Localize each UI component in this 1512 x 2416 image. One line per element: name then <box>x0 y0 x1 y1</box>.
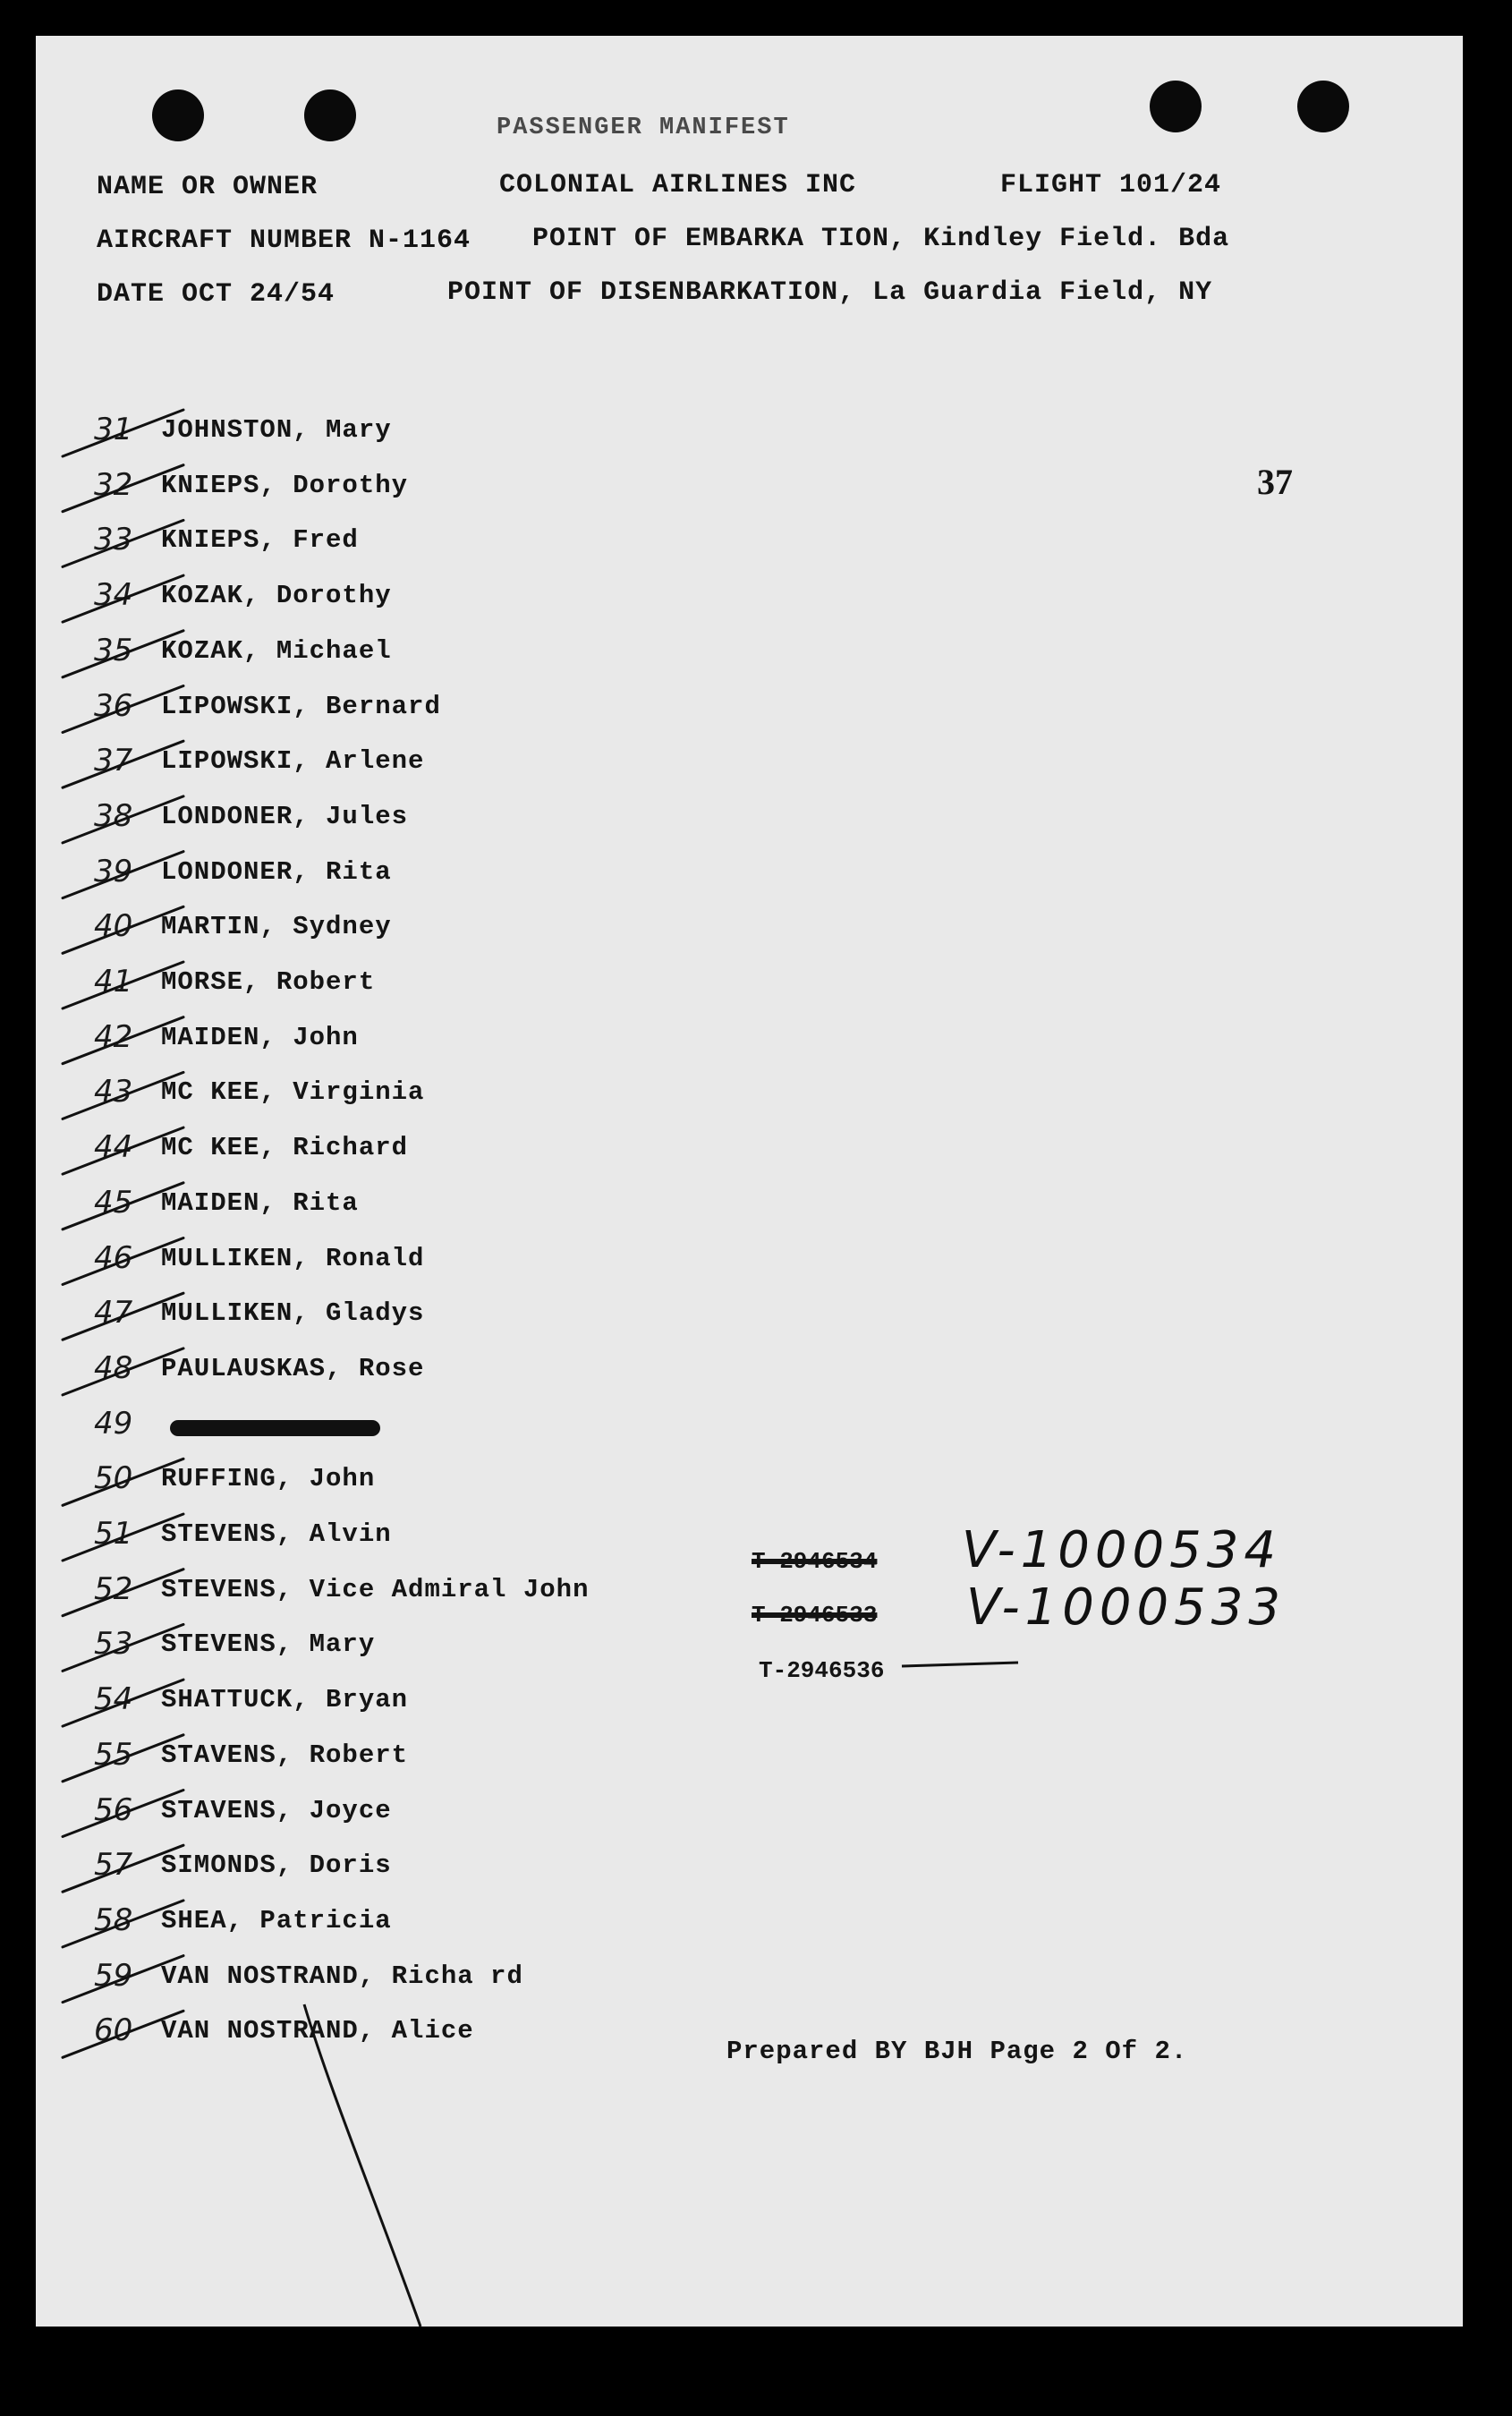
passenger-name: LONDONER, Rita <box>161 856 392 887</box>
passenger-name: PAULAUSKAS, Rose <box>161 1353 425 1383</box>
passenger-name: LIPOWSKI, Arlene <box>161 746 425 777</box>
passenger-name: STEVENS, Alvin <box>161 1519 392 1549</box>
check-mark <box>63 1901 183 1947</box>
passenger-number: 55 <box>94 1736 133 1773</box>
embarkation: POINT OF EMBARKA TION, Kindley Field. Bda <box>532 224 1230 254</box>
passenger-name: MORSE, Robert <box>161 967 376 997</box>
manifest-page <box>36 36 1463 2327</box>
handwritten-ticket-number: V-1000533 <box>966 1578 1287 1637</box>
passenger-name: SHEA, Patricia <box>161 1905 392 1935</box>
passenger-number: 32 <box>94 466 133 503</box>
passenger-number: 48 <box>94 1349 133 1386</box>
passenger-name: MC KEE, Virginia <box>161 1077 425 1108</box>
passenger-name: KOZAK, Dorothy <box>161 581 392 611</box>
check-mark <box>63 1238 183 1285</box>
passenger-name: LIPOWSKI, Bernard <box>161 691 441 721</box>
aircraft-label: AIRCRAFT NUMBER <box>97 225 353 256</box>
passenger-number: 56 <box>94 1791 133 1828</box>
manifest-date: DATE OCT 24/54 <box>97 279 336 310</box>
passenger-number: 49 <box>94 1405 133 1442</box>
passenger-name: VAN NOSTRAND, Alice <box>161 2016 474 2046</box>
passenger-number: 60 <box>94 2012 133 2049</box>
flight-number: FLIGHT 101/24 <box>1000 170 1222 200</box>
check-mark <box>63 1570 183 1616</box>
check-mark <box>63 410 183 456</box>
check-mark <box>63 631 183 677</box>
passenger-number: 58 <box>94 1901 133 1938</box>
check-mark <box>63 465 183 512</box>
pen-stroke <box>902 1663 1018 1666</box>
check-mark <box>63 962 183 1008</box>
check-mark <box>63 575 183 622</box>
pen-stroke <box>304 2004 420 2327</box>
check-mark <box>63 852 183 898</box>
check-mark <box>63 741 183 787</box>
check-mark <box>63 1348 183 1395</box>
ticket-number: T-2946536 <box>759 1657 885 1684</box>
check-mark <box>63 1127 183 1174</box>
check-mark <box>63 2011 183 2057</box>
passenger-name: KNIEPS, Fred <box>161 525 359 556</box>
page-number: 37 <box>1257 462 1293 502</box>
check-mark <box>63 1514 183 1561</box>
passenger-name: MAIDEN, John <box>161 1022 359 1052</box>
passenger-number: 45 <box>94 1184 133 1221</box>
passenger-name: MC KEE, Richard <box>161 1133 409 1163</box>
passenger-name: STEVENS, Vice Admiral John <box>161 1574 590 1604</box>
check-mark <box>63 520 183 566</box>
passenger-name: KNIEPS, Dorothy <box>161 470 409 500</box>
passenger-number: 40 <box>94 908 133 945</box>
passenger-name: SIMONDS, Doris <box>161 1850 392 1881</box>
check-mark <box>63 1183 183 1229</box>
owner-value: COLONIAL AIRLINES INC <box>499 170 857 200</box>
passenger-name: VAN NOSTRAND, Richa rd <box>161 1961 523 1991</box>
check-mark <box>63 1956 183 2003</box>
prepared-by-footer: Prepared BY BJH Page 2 Of 2. <box>726 2037 1188 2066</box>
check-mark <box>63 1017 183 1064</box>
passenger-number: 33 <box>94 522 133 558</box>
passenger-number: 37 <box>94 743 133 779</box>
passenger-number: 59 <box>94 1957 133 1994</box>
passenger-number: 46 <box>94 1239 133 1276</box>
passenger-number: 36 <box>94 687 133 724</box>
passenger-number: 52 <box>94 1570 133 1607</box>
struck-ticket-number: T-2946534 <box>752 1548 878 1575</box>
document-title: PASSENGER MANIFEST <box>497 115 790 141</box>
check-mark <box>63 1072 183 1119</box>
check-mark <box>63 1624 183 1671</box>
passenger-name: MULLIKEN, Gladys <box>161 1298 425 1329</box>
passenger-name: KOZAK, Michael <box>161 635 392 666</box>
check-mark <box>63 1459 183 1505</box>
passenger-number: 54 <box>94 1681 133 1718</box>
aircraft-value: N-1164 <box>369 225 471 256</box>
passenger-number: 38 <box>94 797 133 834</box>
passenger-number: 31 <box>94 412 133 447</box>
passenger-number: 41 <box>94 964 133 1000</box>
owner-label: NAME OR OWNER <box>97 172 319 202</box>
passenger-name: RUFFING, John <box>161 1464 376 1494</box>
passenger-name: SHATTUCK, Bryan <box>161 1685 409 1715</box>
handwritten-ticket-number: V-1000534 <box>962 1521 1282 1579</box>
passenger-name: STAVENS, Robert <box>161 1740 409 1770</box>
check-mark <box>63 1735 183 1782</box>
check-mark <box>63 1845 183 1892</box>
passenger-name: JOHNSTON, Mary <box>161 415 392 445</box>
passenger-number: 57 <box>94 1847 133 1884</box>
passenger-name: STAVENS, Joyce <box>161 1795 392 1825</box>
passenger-name: MAIDEN, Rita <box>161 1187 359 1218</box>
passenger-number: 50 <box>94 1460 133 1497</box>
check-mark <box>63 906 183 953</box>
check-mark <box>63 796 183 843</box>
passenger-number: 44 <box>94 1129 133 1166</box>
passenger-name: MARTIN, Sydney <box>161 912 392 942</box>
disembarkation: POINT OF DISENBARKATION, La Guardia Field, NY <box>447 277 1213 308</box>
handwritten-marks <box>36 36 1463 2327</box>
passenger-number: 47 <box>94 1295 133 1331</box>
struck-ticket-number: T-2946533 <box>752 1602 878 1629</box>
passenger-number: 43 <box>94 1074 133 1110</box>
passenger-name: STEVENS, Mary <box>161 1629 376 1660</box>
passenger-name: MULLIKEN, Ronald <box>161 1243 425 1273</box>
check-mark <box>63 686 183 733</box>
passenger-number: 35 <box>94 632 133 668</box>
passenger-number: 39 <box>94 853 133 889</box>
passenger-name: LONDONER, Jules <box>161 801 409 831</box>
passenger-number: 34 <box>94 577 133 614</box>
check-mark <box>63 1293 183 1340</box>
passenger-number: 53 <box>94 1626 133 1663</box>
passenger-number: 42 <box>94 1018 133 1055</box>
passenger-number: 51 <box>94 1516 133 1552</box>
check-mark <box>63 1680 183 1726</box>
check-mark <box>63 1791 183 1837</box>
